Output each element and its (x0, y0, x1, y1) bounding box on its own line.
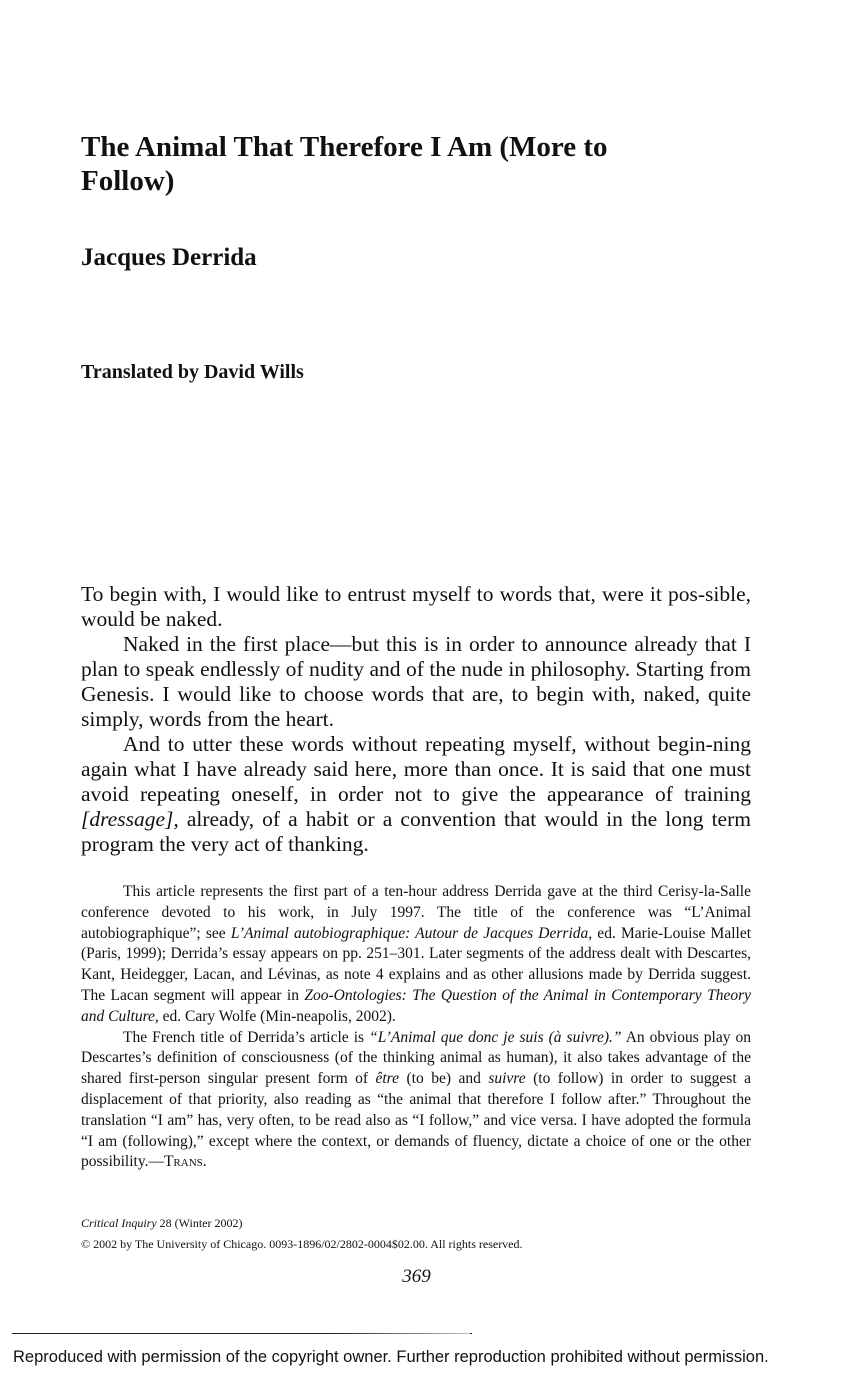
text-run: ed. Cary Wolfe (Min-neapolis, 2002). (158, 1007, 396, 1025)
translator-credit: Translated by David Wills (81, 361, 304, 383)
text-run: And to utter these words without repeating myself, without begin-ning again what I have already said here, more than once. It is said that one must avoid repeating oneself, in order not to give the appearance of training (81, 732, 751, 806)
italic-title: Zoo-Ontologies: The Question of the Animal in Contemporary Theory and Culture, (81, 986, 751, 1025)
text-run: An obvious play on Descartes’s definition of consciousness (of the thinking animal as human), it also takes advantage of the shared first-person singular present form of (81, 1028, 751, 1088)
italic-title: L’Animal autobiographique: Autour de Jacques Derrida, (230, 924, 593, 942)
italic-title: “L’Animal que donc je suis (à suivre).” (369, 1028, 622, 1046)
body-paragraph: Naked in the first place—but this is in order to announce already that I plan to speak endlessly of nudity and of the nude in philosophy. Starting from Genesis. I would like to choose words that are, to begin with, naked, quite simply, words from the heart. (81, 632, 751, 731)
italic-term: [dressage], (81, 807, 179, 831)
body-paragraph (81, 732, 751, 857)
text-run: already, of a habit or a convention that would in the long term program the very act of thanking. (81, 807, 751, 856)
translator-mark: Trans. (163, 1153, 207, 1171)
page-number: 369 (402, 1266, 431, 1287)
text-run: The French title of Derrida’s article is (123, 1028, 370, 1046)
article-body (81, 582, 751, 857)
journal-issue: 28 (Winter 2002) (156, 1216, 243, 1230)
footnote (81, 1028, 751, 1174)
permission-notice: Reproduced with permission of the copyright owner. Further reproduction prohibited without permission. (13, 1348, 769, 1366)
footnote (81, 882, 751, 1028)
article-title: The Animal That Therefore I Am (More to Follow) (81, 131, 608, 197)
footnotes (81, 882, 751, 1173)
divider-fade (330, 1333, 470, 1335)
italic-term: suivre (488, 1070, 526, 1088)
text-run: This article represents the first part of a ten-hour address Derrida gave at the third Cerisy-la-Salle conference devoted to his work, in July 1997. The title of the conference was “L’Animal autobiographique”; see (81, 883, 751, 942)
copyright-line: © 2002 by The University of Chicago. 0093-1896/02/2802-0004$02.00. All rights reserved. (81, 1237, 523, 1251)
body-paragraph: To begin with, I would like to entrust myself to words that, were it pos-sible, would be naked. (81, 582, 751, 631)
text-run: (to be) and (399, 1070, 489, 1088)
journal-citation (81, 1215, 243, 1231)
author-name: Jacques Derrida (81, 244, 257, 271)
text-run: (to follow) in order to suggest a displacement of that priority, also reading as “the animal that therefore I follow after.” Throughout the translation “I am” has, very often, to be read also as “I follow,” and vice versa. I have adopted the formula “I am (following),” except where the context, or demands of fluency, dictate a choice of one or the other possibility.— (81, 1070, 752, 1171)
journal-name: Critical Inquiry (81, 1216, 157, 1230)
text-run: ed. Marie-Louise Mallet (Paris, 1999); Derrida’s essay appears on pp. 251–301. Later segments of the address dealt with Descartes, Kant, Heidegger, Lacan, and Lévinas, as note 4 explains and as other allusions made by Derrida suggest. The Lacan segment will appear in (81, 924, 752, 1004)
italic-term: être (375, 1070, 400, 1088)
